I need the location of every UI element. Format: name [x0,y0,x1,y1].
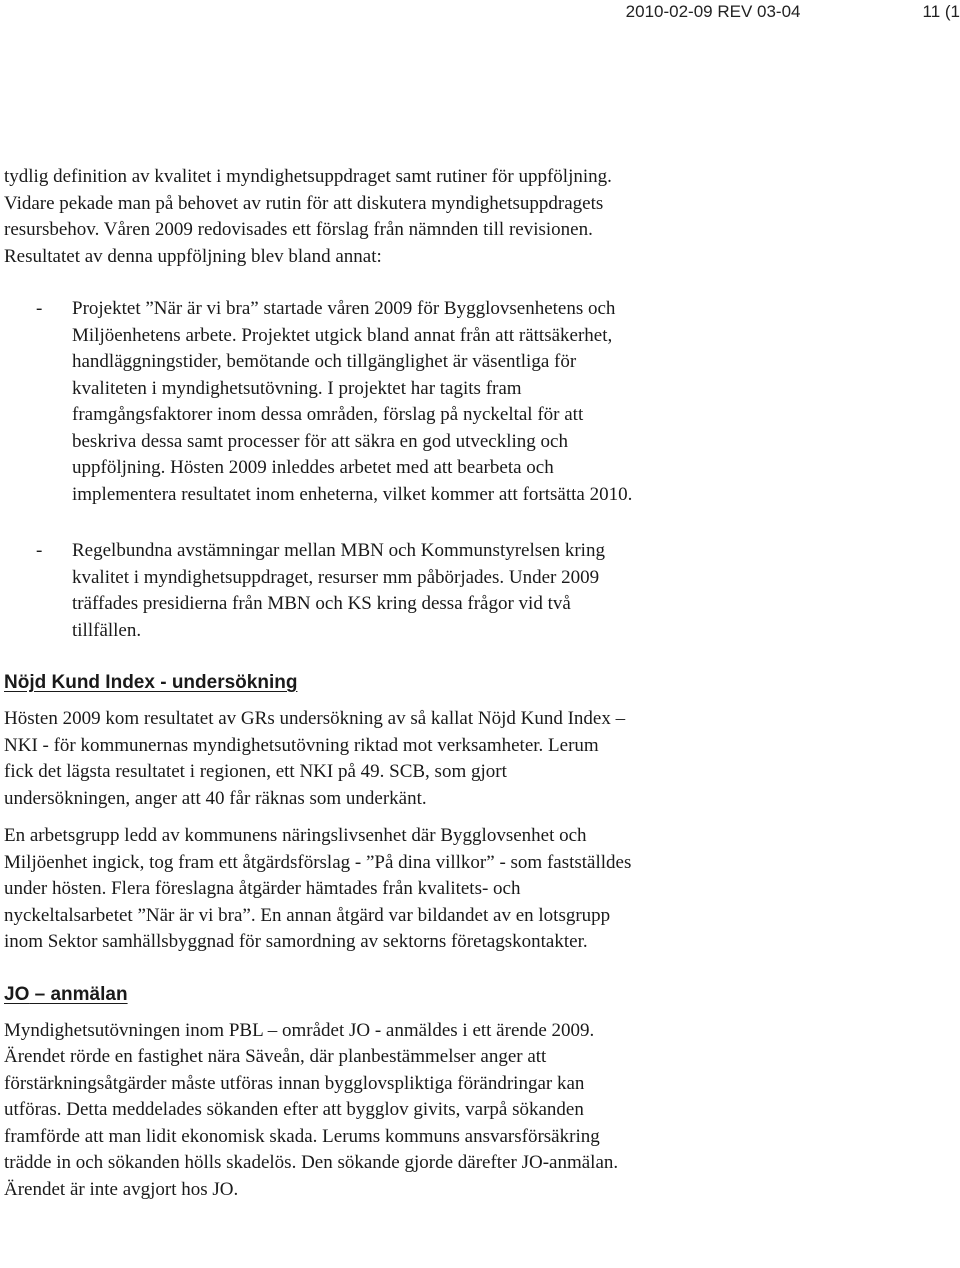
text-line: Ärendet rörde en fastighet nära Säveån, där planbestämmelser anger att [4,1046,547,1067]
text-line: tydlig definition av kvalitet i myndighetsuppdraget samt rutiner för uppföljning. [4,166,612,187]
heading-jo-rest: – anmälan [29,983,128,1005]
text-line: tillfällen. [72,619,142,641]
text-line: undersökningen, anger att 40 får räknas som underkänt. [4,787,427,809]
list-item-avstamningar [4,538,954,644]
text-line: handläggningstider, bemötande och tillgänglighet är väsentliga för [72,351,577,372]
text-line: under hösten. Flera föreslagna åtgärder hämtades från kvalitets- och [4,878,521,899]
text-line: Projektet ”När är vi bra” startade våren 2009 för Bygglovsenhetens och [72,298,616,319]
text-line: kvaliteten i myndighetsutövning. I projektet har tagits fram [72,377,522,399]
text-line: Regelbundna avstämningar mellan MBN och Kommunstyrelsen kring [72,540,605,561]
revision-date: 2010-02-09 REV 03-04 [625,2,801,21]
document-body [4,164,954,1203]
text-line: Miljöenhet ingick, tog fram ett åtgärdsförslag - ”På dina villkor” - som fastställdes [4,851,632,873]
heading-jo-abbrev: JO [4,983,30,1005]
text-line: framgångsfaktorer inom dessa områden, förslag på nyckeltal för att [72,404,584,425]
text-line: inom Sektor samhällsbyggnad för samordning av sektorns företagskontakter. [4,931,588,952]
text-line: resursbehov. Våren 2009 redovisades ett förslag från nämnden till revisionen. [4,219,593,240]
list-dash: - [36,540,43,561]
nki-paragraph-2 [4,823,954,956]
text-line: trädde in och sökanden hölls skadelös. Den sökande gjorde därefter JO-anmälan. [4,1152,619,1173]
text-line: Myndighetsutövningen inom PBL – området JO - anmäldes i ett ärende 2009. [4,1019,595,1041]
text-line: nyckeltalsarbetet ”När är vi bra”. En annan åtgärd var bildandet av en lotsgrupp [4,904,611,926]
nki-paragraph-1 [4,706,954,812]
text-line: Ärendet är inte avgjort hos JO. [4,1178,239,1200]
text-line: träffades presidierna från MBN och KS kring dessa frågor vid två [72,593,571,614]
text-line: uppföljning. Hösten 2009 inleddes arbetet med att bearbeta och [72,457,554,478]
text-line: Vidare pekade man på behovet av rutin för att diskutera myndighetsuppdragets [4,192,604,214]
text-line: utföras. Detta meddelades sökanden efter att bygglov givits, varpå sökanden [4,1099,584,1120]
text-line: fick det lägsta resultatet i regionen, ett NKI på 49. SCB, som gjort [4,761,507,782]
page-number: 11 (1 [922,2,960,21]
section-heading-nki: Nöjd Kund Index - undersökning [4,672,298,693]
jo-paragraph [4,1018,954,1204]
text-line: förstärkningsåtgärder måste utföras innan bygglovspliktiga förändringar kan [4,1072,585,1094]
text-line: NKI - för kommunernas myndighetsutövning riktad mot verksamheter. Lerum [4,734,599,756]
text-line: Hösten 2009 kom resultatet av GRs undersökning av så kallat Nöjd Kund Index – [4,708,626,729]
section-heading-jo [4,982,954,1008]
text-line: Resultatet av denna uppföljning blev bland annat: [4,245,382,267]
intro-paragraph [4,164,954,270]
list-item-projektet [4,296,954,508]
text-line: implementera resultatet inom enheterna, vilket kommer att fortsätta 2010. [72,483,633,505]
text-line: beskriva dessa samt processer för att säkra en god utveckling och [72,430,568,452]
text-line: Miljöenhetens arbete. Projektet utgick bland annat från att rättsäkerhet, [72,324,613,346]
text-line: framförde att man lidit ekonomisk skada. Lerums kommuns ansvarsförsäkring [4,1125,600,1147]
text-line: En arbetsgrupp ledd av kommunens näringslivsenhet där Bygglovsenhet och [4,825,587,846]
text-line: kvalitet i myndighetsuppdraget, resurser mm påbörjades. Under 2009 [72,566,600,588]
page-header [626,2,960,22]
list-dash: - [36,298,43,319]
